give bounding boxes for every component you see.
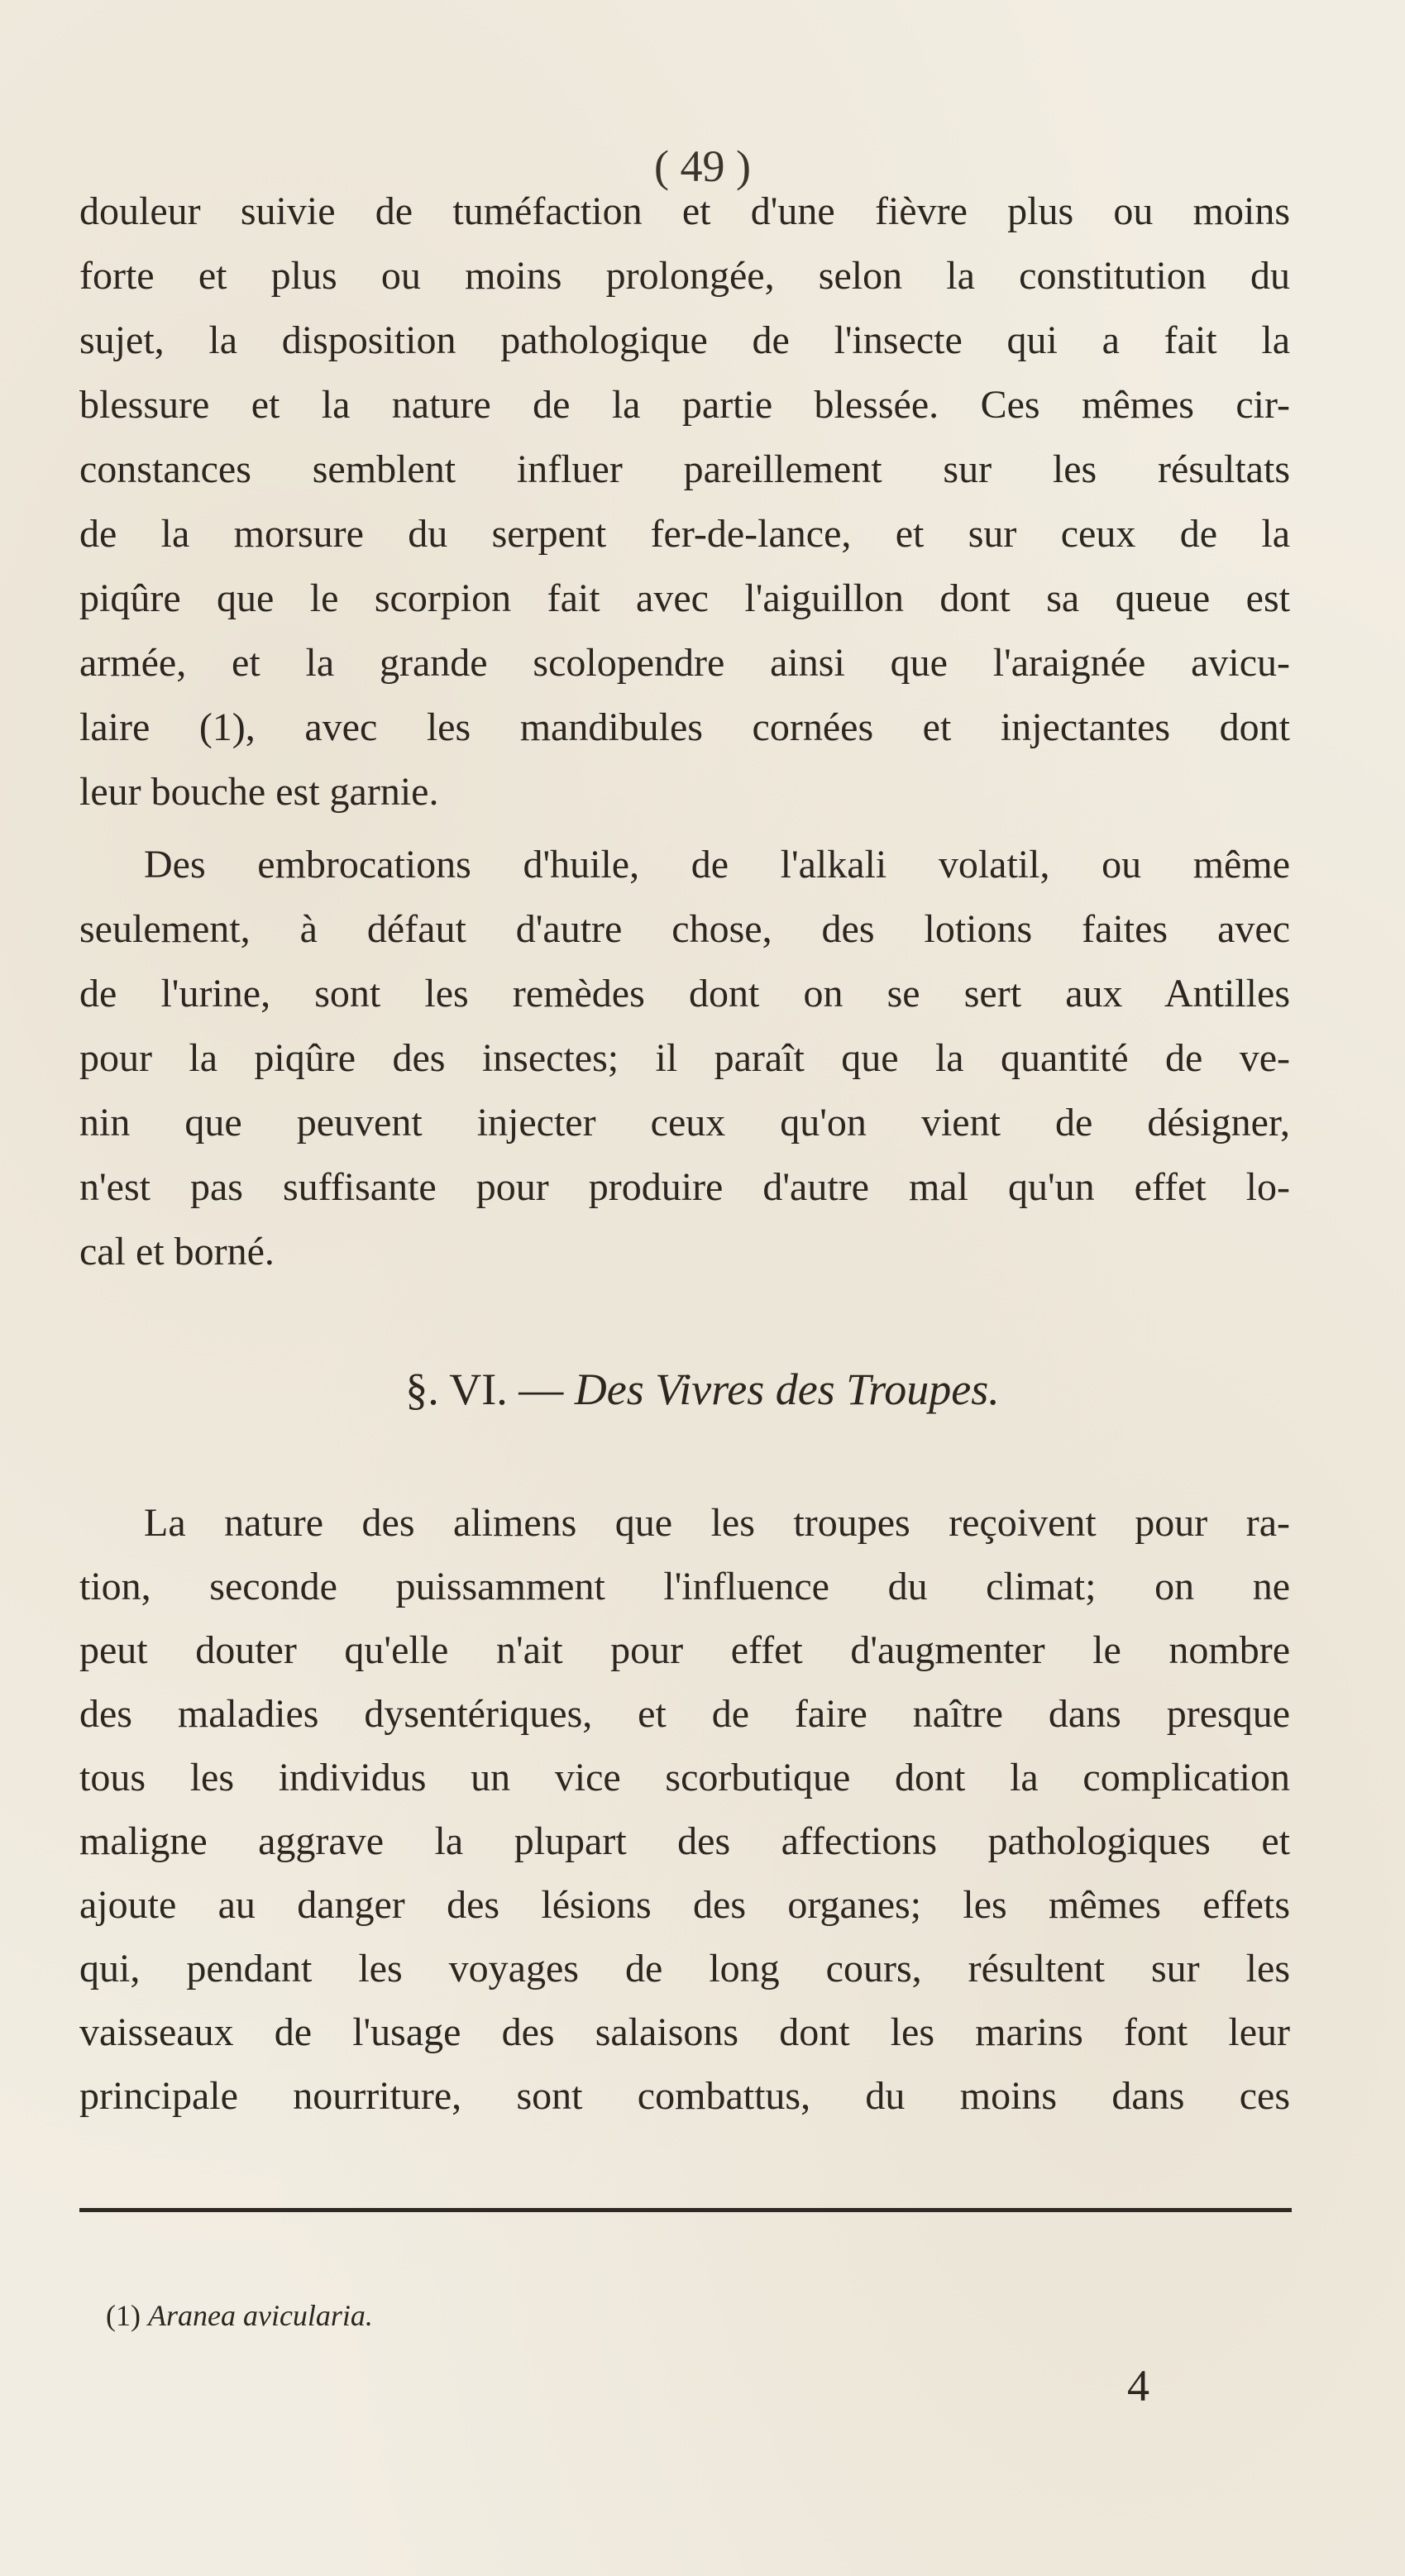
text-line: douleur suivie de tuméfaction et d'une fièvre plus ou moins xyxy=(79,189,1290,233)
text-line: armée, et la grande scolopendre ainsi que l'araignée avicu- xyxy=(79,641,1290,685)
section-heading xyxy=(0,1360,1405,1418)
text-line: n'est pas suffisante pour produire d'autre mal qu'un effet lo- xyxy=(79,1165,1290,1209)
footnote-text: Aranea avicularia. xyxy=(147,2299,373,2332)
text-line: pour la piqûre des insectes; il paraît que la quantité de ve- xyxy=(79,1036,1290,1080)
text-line: sujet, la disposition pathologique de l'insecte qui a fait la xyxy=(79,318,1290,362)
text-line: principale nourriture, sont combattus, du moins dans ces xyxy=(79,2074,1290,2118)
text-line: Des embrocations d'huile, de l'alkali volatil, ou même xyxy=(144,843,1290,887)
page-number: ( 49 ) xyxy=(654,141,751,191)
text-line: de l'urine, sont les remèdes dont on se sert aux Antilles xyxy=(79,972,1290,1016)
section-number: §. VI. — xyxy=(405,1364,564,1414)
text-line: laire (1), avec les mandibules cornées et injectantes dont xyxy=(79,705,1290,749)
text-line: La nature des alimens que les troupes reçoivent pour ra- xyxy=(144,1501,1290,1545)
text-line: leur bouche est garnie. xyxy=(79,770,439,814)
section-title: Des Vivres des Troupes. xyxy=(574,1364,1000,1414)
text-line: de la morsure du serpent fer-de-lance, et sur ceux de la xyxy=(79,512,1290,556)
text-line: tous les individus un vice scorbutique dont la complication xyxy=(79,1756,1290,1799)
text-line: vaisseaux de l'usage des salaisons dont les marins font leur xyxy=(79,2010,1290,2054)
footnote-rule xyxy=(79,2208,1292,2212)
text-line: constances semblent influer pareillement sur les résultats xyxy=(79,447,1290,491)
text-line: cal et borné. xyxy=(79,1230,275,1274)
text-line: des maladies dysentériques, et de faire naître dans presque xyxy=(79,1692,1290,1736)
text-line: forte et plus ou moins prolongée, selon la constitution du xyxy=(79,254,1290,298)
text-line: piqûre que le scorpion fait avec l'aiguillon dont sa queue est xyxy=(79,576,1290,620)
text-line: qui, pendant les voyages de long cours, résultent sur les xyxy=(79,1947,1290,1991)
text-line: nin que peuvent injecter ceux qu'on vient de désigner, xyxy=(79,1101,1290,1145)
footnote xyxy=(106,2297,373,2334)
text-line: blessure et la nature de la partie blessée. Ces mêmes cir- xyxy=(79,383,1290,427)
text-line: peut douter qu'elle n'ait pour effet d'augmenter le nombre xyxy=(79,1628,1290,1672)
text-line: tion, seconde puissamment l'influence du climat; on ne xyxy=(79,1565,1290,1608)
signature-mark: 4 xyxy=(1127,2361,1149,2411)
text-line: seulement, à défaut d'autre chose, des lotions faites avec xyxy=(79,907,1290,951)
footnote-marker: (1) xyxy=(106,2299,141,2332)
text-line: maligne aggrave la plupart des affections pathologiques et xyxy=(79,1819,1290,1863)
text-line: ajoute au danger des lésions des organes; les mêmes effets xyxy=(79,1883,1290,1927)
